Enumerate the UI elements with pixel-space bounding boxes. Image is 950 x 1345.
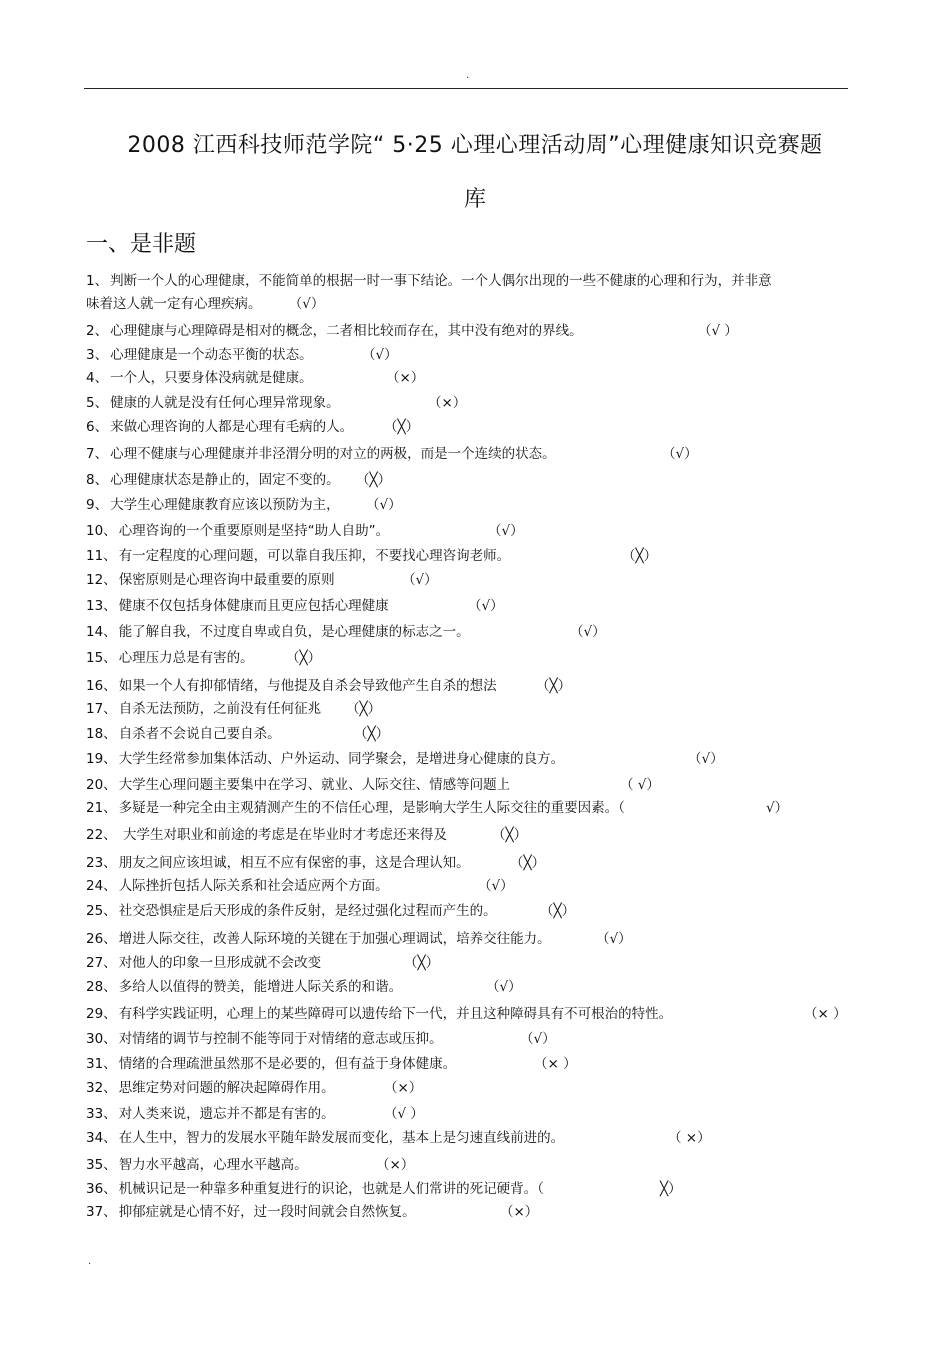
question-text: 对情绪的调节与控制不能等同于对情绪的意志或压抑。 xyxy=(118,1031,443,1047)
question-text: 自杀无法预防，之前没有任何征兆 xyxy=(118,701,322,717)
question-number: 19、 xyxy=(86,751,117,767)
question-text: 如果一个人有抑郁情绪，与他提及自杀会导致他产生自杀的想法 xyxy=(118,678,497,694)
question-item xyxy=(86,900,576,922)
question-answer: （×） xyxy=(376,1157,415,1173)
question-number: 22、 xyxy=(86,827,117,843)
question-answer: （╳） xyxy=(536,678,572,694)
question-text: 大学生对职业和前途的考虑是在毕业时才考虑还来得及 xyxy=(118,827,447,843)
question-text: 有科学实践证明，心理上的某些障碍可以遗传给下一代，并且这种障碍具有不可根治的特性。 xyxy=(118,1006,673,1022)
question-text: 智力水平越高，心理水平越高。 xyxy=(118,1157,308,1173)
question-item xyxy=(86,797,789,819)
question-number: 35、 xyxy=(86,1157,117,1173)
question-answer: （√） xyxy=(570,624,606,640)
question-text: 心理健康状态是静止的，固定不变的。 xyxy=(110,472,340,488)
question-text: 一个人，只要身体没病就是健康。 xyxy=(110,370,313,386)
question-text: 大学生心理问题主要集中在学习、就业、人际交往、情感等问题上 xyxy=(118,777,511,793)
question-answer: （╳） xyxy=(540,903,576,919)
question-answer: （√） xyxy=(478,878,514,894)
question-number: 11、 xyxy=(86,548,117,564)
question-number: 36、 xyxy=(86,1181,117,1197)
question-item xyxy=(86,824,528,846)
question-answer: ╳） xyxy=(660,1181,682,1197)
question-item xyxy=(86,270,776,316)
question-number: 28、 xyxy=(86,979,117,995)
question-text: 机械识记是一种靠多种重复进行的识论，也就是人们常讲的死记硬背。（ xyxy=(118,1181,544,1197)
question-item xyxy=(86,1028,556,1050)
question-text: 社交恐惧症是后天形成的条件反射，是经过强化过程而产生的。 xyxy=(118,903,497,919)
question-text: 大学生经常参加集体活动、户外运动、同学聚会，是增进身心健康的良方。 xyxy=(118,751,565,767)
question-text: 能了解自我，不过度自卑或自负，是心理健康的标志之一。 xyxy=(118,624,470,640)
question-number: 32、 xyxy=(86,1080,117,1096)
question-number: 26、 xyxy=(86,931,117,947)
question-answer: （√） xyxy=(468,598,504,614)
question-number: 5、 xyxy=(86,395,109,411)
question-item xyxy=(86,545,658,567)
question-number: 8、 xyxy=(86,472,109,488)
question-answer: （× ） xyxy=(804,1006,847,1022)
question-number: 4、 xyxy=(86,370,109,386)
question-item xyxy=(86,875,514,897)
question-item xyxy=(86,320,738,342)
question-answer: （√） xyxy=(596,931,632,947)
question-text: 情绪的合理疏泄虽然那不是必要的，但有益于身体健康。 xyxy=(118,1056,457,1072)
page-title: 2008 江西科技师范学院“ 5·25 心理心理活动周”心理健康知识竞赛题 xyxy=(127,133,823,158)
question-item xyxy=(86,675,572,697)
question-answer: （√） xyxy=(520,1031,556,1047)
question-item xyxy=(86,443,698,465)
question-item xyxy=(86,1053,577,1075)
question-item xyxy=(86,698,382,720)
question-item xyxy=(86,1003,847,1025)
question-number: 25、 xyxy=(86,903,117,919)
question-answer: （√ ） xyxy=(698,323,738,339)
question-text: 对人类来说，遗忘并不都是有害的。 xyxy=(118,1106,335,1122)
question-text: 判断一个人的心理健康，不能简单的根据一时一事下结论。一个人偶尔出现的一些不健康的心理和行为，并非意味着这人就一定有心理疾病。 xyxy=(86,273,772,312)
question-answer: （╳） xyxy=(346,701,382,717)
question-item xyxy=(86,392,467,414)
question-item xyxy=(86,416,420,438)
question-item xyxy=(86,621,606,643)
question-text: 心理咨询的一个重要原则是坚持“助人自助”。 xyxy=(118,523,390,539)
question-text: 多给人以值得的赞美，能增进人际关系的和谐。 xyxy=(118,979,403,995)
question-item xyxy=(86,748,724,770)
question-item xyxy=(86,595,504,617)
question-answer: （√） xyxy=(402,572,438,588)
question-text: 健康的人就是没有任何心理异常现象。 xyxy=(110,395,340,411)
question-number: 15、 xyxy=(86,650,117,666)
question-answer: （×） xyxy=(500,1204,539,1220)
footer-dot: . xyxy=(88,1256,92,1267)
question-item xyxy=(86,1178,682,1200)
question-number: 30、 xyxy=(86,1031,117,1047)
question-number: 12、 xyxy=(86,572,117,588)
question-answer: （ √） xyxy=(620,777,660,793)
question-text: 增进人际交往，改善人际环境的关键在于加强心理调试，培养交往能力。 xyxy=(118,931,551,947)
question-answer: （×） xyxy=(384,1080,423,1096)
question-answer: （√） xyxy=(662,446,698,462)
question-number: 23、 xyxy=(86,855,117,871)
question-number: 3、 xyxy=(86,347,109,363)
question-answer: （× ） xyxy=(534,1056,577,1072)
question-number: 34、 xyxy=(86,1130,117,1146)
question-answer: （√） xyxy=(366,497,402,513)
question-item xyxy=(86,1103,424,1125)
question-number: 31、 xyxy=(86,1056,117,1072)
question-item xyxy=(86,774,660,796)
question-answer: （√） xyxy=(486,979,522,995)
question-answer: （╳） xyxy=(404,955,440,971)
section-heading: 一、是非题 xyxy=(86,232,197,257)
page-title-continued: 库 xyxy=(463,187,486,212)
question-item xyxy=(86,1127,711,1149)
question-text: 在人生中，智力的发展水平随年龄发展而变化，基本上是匀速直线前进的。 xyxy=(118,1130,565,1146)
question-answer: （√） xyxy=(688,751,724,767)
question-text: 自杀者不会说自己要自杀。 xyxy=(118,726,281,742)
question-text: 人际挫折包括人际关系和社会适应两个方面。 xyxy=(118,878,389,894)
question-number: 6、 xyxy=(86,419,109,435)
question-answer: √） xyxy=(766,800,789,816)
question-number: 10、 xyxy=(86,523,117,539)
question-text: 抑郁症就是心情不好，过一段时间就会自然恢复。 xyxy=(118,1204,416,1220)
question-text: 多疑是一种完全由主观猜测产生的不信任心理，是影响大学生人际交往的重要因素。（ xyxy=(118,800,625,816)
question-answer: （√） xyxy=(488,523,524,539)
question-item xyxy=(86,344,398,366)
question-number: 20、 xyxy=(86,777,117,793)
question-item xyxy=(86,1077,423,1099)
question-text: 心理健康是一个动态平衡的状态。 xyxy=(110,347,313,363)
question-answer: （╳） xyxy=(510,855,546,871)
question-answer: （×） xyxy=(386,370,425,386)
question-item xyxy=(86,928,632,950)
question-text: 心理健康与心理障碍是相对的概念，二者相比较而存在，其中没有绝对的界线。 xyxy=(110,323,583,339)
question-number: 16、 xyxy=(86,678,117,694)
question-answer: （×） xyxy=(428,395,467,411)
question-item xyxy=(86,494,402,516)
question-item xyxy=(86,520,524,542)
question-item xyxy=(86,952,440,974)
question-item xyxy=(86,469,392,491)
question-answer: （╳） xyxy=(356,472,392,488)
question-number: 18、 xyxy=(86,726,117,742)
question-text: 思维定势对问题的解决起障碍作用。 xyxy=(118,1080,335,1096)
question-number: 7、 xyxy=(86,446,109,462)
question-answer: （╳） xyxy=(384,419,420,435)
header-dot: . xyxy=(466,70,470,81)
question-answer: （╳） xyxy=(622,548,658,564)
question-item xyxy=(86,1201,539,1223)
question-item xyxy=(86,723,390,745)
question-text: 健康不仅包括身体健康而且更应包括心理健康 xyxy=(118,598,389,614)
question-item xyxy=(86,1154,415,1176)
question-text: 对他人的印象一旦形成就不会改变 xyxy=(118,955,322,971)
question-number: 9、 xyxy=(86,497,109,513)
question-number: 17、 xyxy=(86,701,117,717)
question-number: 37、 xyxy=(86,1204,117,1220)
question-text: 有一定程度的心理问题，可以靠自我压抑，不要找心理咨询老师。 xyxy=(118,548,511,564)
question-answer: （√） xyxy=(362,347,398,363)
question-item xyxy=(86,852,546,874)
question-item xyxy=(86,367,425,389)
question-number: 29、 xyxy=(86,1006,117,1022)
question-answer: （╳） xyxy=(492,827,528,843)
question-number: 2、 xyxy=(86,323,109,339)
question-number: 14、 xyxy=(86,624,117,640)
question-text: 大学生心理健康教育应该以预防为主， xyxy=(110,497,340,513)
question-text: 心理压力总是有害的。 xyxy=(118,650,254,666)
header-rule xyxy=(84,88,848,89)
question-number: 13、 xyxy=(86,598,117,614)
question-item xyxy=(86,569,438,591)
question-text: 心理不健康与心理健康并非泾渭分明的对立的两极，而是一个连续的状态。 xyxy=(110,446,556,462)
question-answer: （√） xyxy=(295,296,325,312)
question-answer: （ ×） xyxy=(668,1130,711,1146)
question-answer: （╳） xyxy=(354,726,390,742)
question-text: 来做心理咨询的人都是心理有毛病的人。 xyxy=(110,419,354,435)
question-number: 21、 xyxy=(86,800,117,816)
question-number: 27、 xyxy=(86,955,117,971)
question-item xyxy=(86,976,522,998)
question-text: 保密原则是心理咨询中最重要的原则 xyxy=(118,572,335,588)
question-number: 1、 xyxy=(86,273,109,289)
question-number: 33、 xyxy=(86,1106,117,1122)
question-answer: （╳） xyxy=(286,650,322,666)
question-text: 朋友之间应该坦诚，相互不应有保密的事，这是合理认知。 xyxy=(118,855,470,871)
question-item xyxy=(86,647,322,669)
question-answer: （√ ） xyxy=(384,1106,424,1122)
question-number: 24、 xyxy=(86,878,117,894)
